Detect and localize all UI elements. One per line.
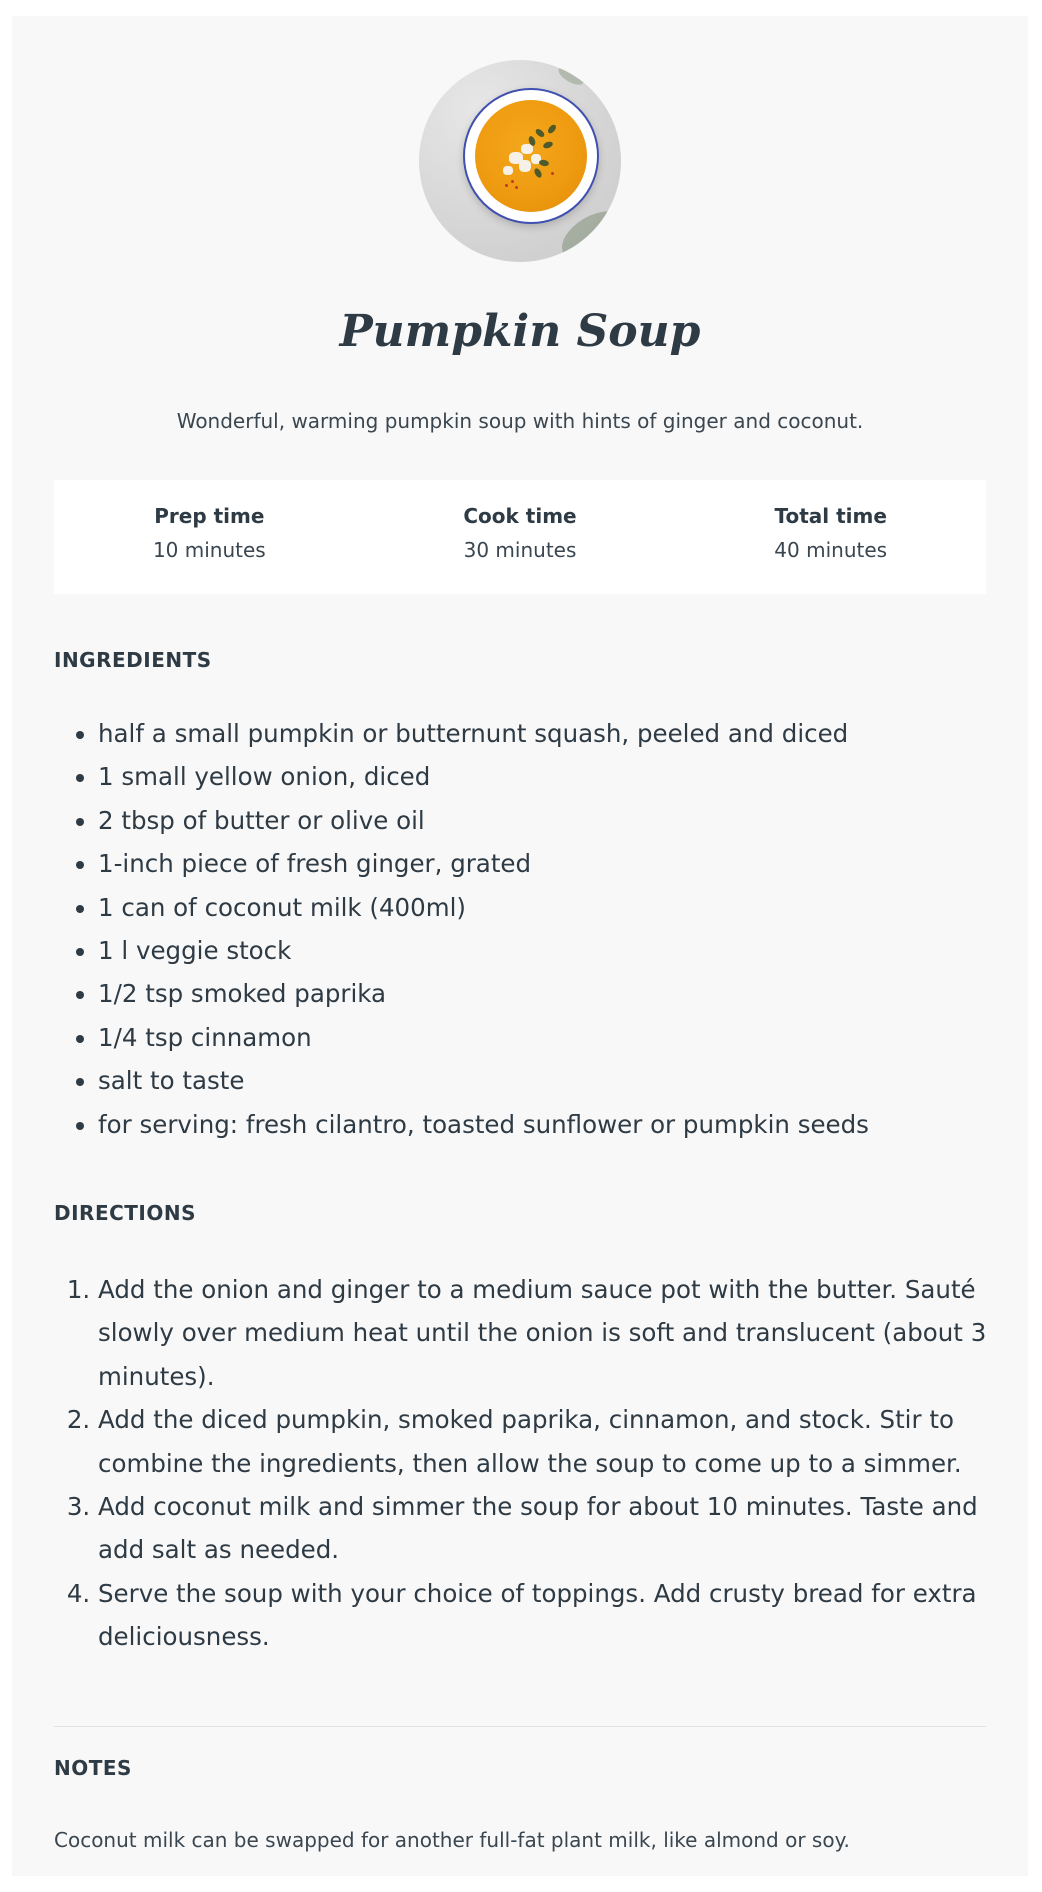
cook-time xyxy=(365,480,676,594)
list-item: • 2 tbsp of butter or olive oil xyxy=(98,799,1030,842)
recipe-card xyxy=(12,16,1028,1876)
time-value: 30 minutes xyxy=(463,538,577,562)
list-item: • 1-inch piece of fresh ginger, grated xyxy=(98,842,1030,885)
prep-time xyxy=(54,480,365,594)
recipe-description: Wonderful, warming pumpkin soup with hints of ginger and coconut. xyxy=(176,409,864,433)
list-item: 1. Add the onion and ginger to a medium sauce pot with the butter. Sauté slowly over medium heat until the onion is soft and translucent (about 3 minutes). xyxy=(98,1268,1018,1398)
notes-heading: NOTES xyxy=(54,1756,132,1780)
list-item: • 1 small yellow onion, diced xyxy=(98,755,1030,798)
list-item: • 1 l veggie stock xyxy=(98,929,1030,972)
seed xyxy=(534,127,546,138)
garnish xyxy=(519,160,531,172)
bowl xyxy=(463,88,599,224)
soup xyxy=(475,100,587,212)
time-label: Total time xyxy=(774,504,887,528)
seed xyxy=(546,123,557,135)
spice xyxy=(505,184,508,187)
directions-list xyxy=(54,1268,1018,1659)
recipe-title: Pumpkin Soup xyxy=(339,306,701,357)
time-summary-panel xyxy=(54,480,986,594)
directions-heading: DIRECTIONS xyxy=(54,1201,197,1225)
time-value: 10 minutes xyxy=(152,538,266,562)
list-item: • 1/4 tsp cinnamon xyxy=(98,1016,1030,1059)
list-item: • half a small pumpkin or butternunt squash, peeled and diced xyxy=(98,712,1030,755)
leaf-decoration xyxy=(556,64,586,88)
list-item: • 1/2 tsp smoked paprika xyxy=(98,972,1030,1015)
time-label: Prep time xyxy=(154,504,265,528)
list-item: 4. Serve the soup with your choice of toppings. Add crusty bread for extra deliciousness. xyxy=(98,1572,1018,1659)
seed xyxy=(539,159,550,167)
notes-text: Coconut milk can be swapped for another full-fat plant milk, like almond or soy. xyxy=(54,1828,850,1852)
time-label: Cook time xyxy=(463,504,577,528)
list-item: 3. Add coconut milk and simmer the soup for about 10 minutes. Taste and add salt as needed. xyxy=(98,1485,1018,1572)
total-time xyxy=(675,480,986,594)
spice xyxy=(551,172,554,175)
divider xyxy=(54,1726,986,1727)
spice xyxy=(511,180,514,183)
list-item: 2. Add the diced pumpkin, smoked paprika, cinnamon, and stock. Stir to combine the ingredients, then allow the soup to come up to a simmer. xyxy=(98,1398,1018,1485)
ingredients-list xyxy=(54,712,1030,1146)
list-item: • for serving: fresh cilantro, toasted sunflower or pumpkin seeds xyxy=(98,1103,1030,1146)
seed xyxy=(542,140,553,149)
list-item: • 1 can of coconut milk (400ml) xyxy=(98,886,1030,929)
garnish xyxy=(503,166,513,175)
ingredients-heading: INGREDIENTS xyxy=(54,648,212,672)
spice xyxy=(515,186,518,189)
soup-bowl-photo-icon xyxy=(419,60,621,262)
list-item: • salt to taste xyxy=(98,1059,1030,1102)
time-value: 40 minutes xyxy=(774,538,888,562)
seed xyxy=(533,167,543,179)
